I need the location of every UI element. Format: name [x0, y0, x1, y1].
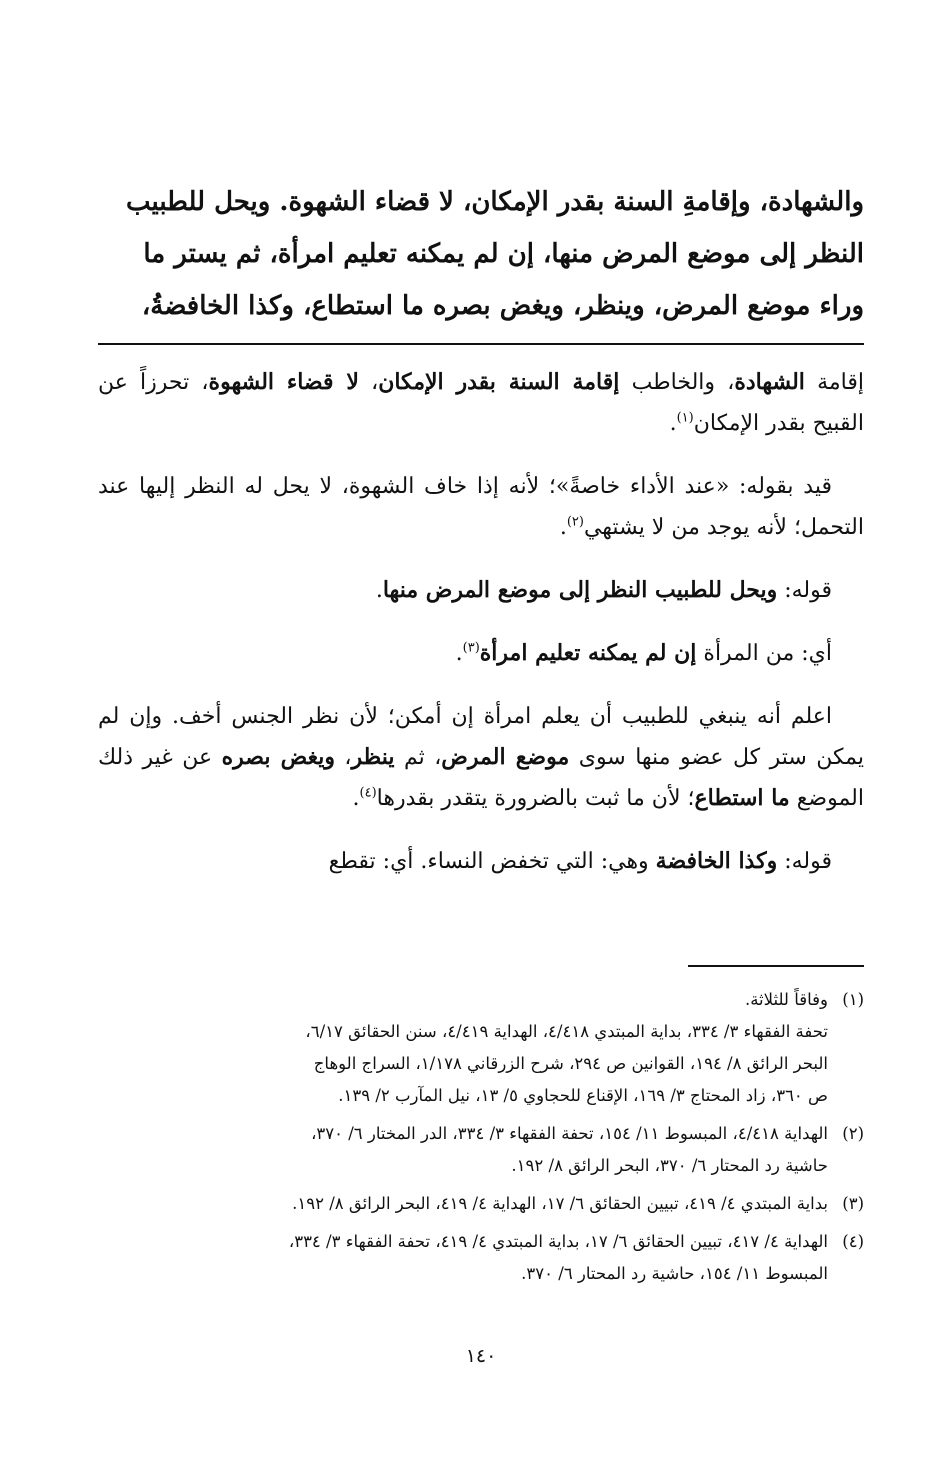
footnote-divider	[688, 965, 864, 967]
footnote-line: بداية المبتدي ٤/ ٤١٩، تبيين الحقائق ٦/ ١٧، الهداية ٤/ ٤١٩، البحر الرائق ٨/ ١٩٢.	[292, 1194, 828, 1213]
commentary-paragraph: اعلم أنه ينبغي للطبيب أن يعلم امرأة إن أمكن؛ لأن نظر الجنس أخف. وإن لم يمكن ستر كل عضو منها سوى موضع المرض، ثم ينظر، ويغض بصره عن غير ذلك الموضع ما استطاع؛ لأن ما ثبت بالضرورة يتقدر بقدرها$^{(٤)}$.	[98, 704, 865, 811]
footnote-number: (٢)	[842, 1124, 864, 1143]
quoted-text: الشهادة	[734, 369, 805, 395]
commentary-paragraph: إقامة الشهادة، والخاطب إقامة السنة بقدر الإمكان، لا قضاء الشهوة، تحرزاً عن القبيح بقدر الإمكان$^{(١)}$.	[98, 369, 865, 436]
footnote	[98, 1118, 864, 1182]
quoted-text: ينظر	[351, 744, 395, 770]
footnote-number: (٤)	[842, 1232, 864, 1251]
footnote-marker[interactable]: (٢)	[566, 514, 584, 530]
footnotes	[98, 984, 864, 1296]
quoted-text: لا قضاء الشهوة	[208, 369, 359, 395]
footnote-marker[interactable]: (١)	[676, 410, 694, 426]
commentary-paragraph: قوله: ويحل للطبيب النظر إلى موضع المرض منها.	[375, 577, 832, 603]
footnote	[98, 1188, 864, 1220]
footnote-line: الهداية ٤/ ٤١٧، تبيين الحقائق ٦/ ١٧، بداية المبتدي ٤/ ٤١٩، تحفة الفقهاء ٣/ ٣٣٤،	[288, 1232, 828, 1251]
main-text	[98, 176, 864, 332]
footnote-marker[interactable]: (٤)	[359, 785, 377, 801]
main-text-line: والشهادة، وإقامةِ السنة بقدر الإمكان، لا قضاء الشهوة. ويحل للطبيب	[125, 187, 864, 217]
footnote-line: حاشية رد المحتار ٦/ ٣٧٠، البحر الرائق ٨/ ١٩٢.	[511, 1156, 828, 1175]
footnote-line: البحر الرائق ٨/ ١٩٤، القوانين ص ٢٩٤، شرح الزرقاني ١/١٧٨، السراج الوهاج	[313, 1054, 828, 1073]
footnote-line: المبسوط ١١/ ١٥٤، حاشية رد المحتار ٦/ ٣٧٠.	[521, 1264, 828, 1283]
commentary-paragraph: أي: من المرأة إن لم يمكنه تعليم امرأة$^{(٣)}$.	[455, 640, 832, 666]
commentary-paragraph: قيد بقوله: «عند الأداء خاصةً»؛ لأنه إذا خاف الشهوة، لا يحل له النظر إليها عند التحمل؛ لأنه يوجد من لا يشتهي$^{(٢)}$.	[98, 474, 864, 540]
footnote-marker[interactable]: (٣)	[462, 640, 480, 656]
footnote-line: الهداية ٤/٤١٨، المبسوط ١١/ ١٥٤، تحفة الفقهاء ٣/ ٣٣٤، الدر المختار ٦/ ٣٧٠،	[311, 1124, 828, 1143]
quoted-text: ويحل للطبيب النظر إلى موضع المرض منها	[382, 577, 778, 603]
quoted-text: وكذا الخافضة	[655, 848, 778, 874]
footnote	[98, 1226, 864, 1290]
quoted-text: إقامة السنة بقدر الإمكان	[378, 369, 620, 395]
footnote-line: ص ٣٦٠، زاد المحتاج ٣/ ١٦٩، الإقناع للحجاوي ٥/ ١٣، نيل المآرب ٢/ ١٣٩.	[338, 1086, 828, 1105]
quoted-text: ويغض بصره	[221, 744, 335, 770]
footnote-line: وفاقاً للثلاثة.	[744, 990, 828, 1009]
book-page	[98, 0, 864, 1477]
page-number: ١٤٠	[465, 1345, 497, 1367]
commentary	[98, 362, 864, 902]
footnote-line: تحفة الفقهاء ٣/ ٣٣٤، بداية المبتدي ٤/٤١٨، الهداية ٤/٤١٩، سنن الحقائق ٦/١٧،	[305, 1022, 828, 1041]
quoted-text: إن لم يمكنه تعليم امرأة	[479, 640, 697, 666]
footnote-number: (١)	[842, 990, 864, 1009]
main-divider	[98, 343, 864, 345]
quoted-text: ما استطاع	[694, 785, 790, 811]
commentary-paragraph: قوله: وكذا الخافضة وهي: التي تخفض النساء. أي: تقطع	[328, 848, 832, 874]
footnote	[98, 984, 864, 1112]
footnote-number: (٣)	[842, 1194, 864, 1213]
quoted-text: موضع المرض	[441, 744, 570, 770]
main-text-line: وراء موضع المرض، وينظر، ويغض بصره ما استطاع، وكذا الخافضةُ،	[141, 291, 864, 321]
main-text-line: النظر إلى موضع المرض منها، إن لم يمكنه تعليم امرأة، ثم يستر ما	[143, 239, 864, 269]
